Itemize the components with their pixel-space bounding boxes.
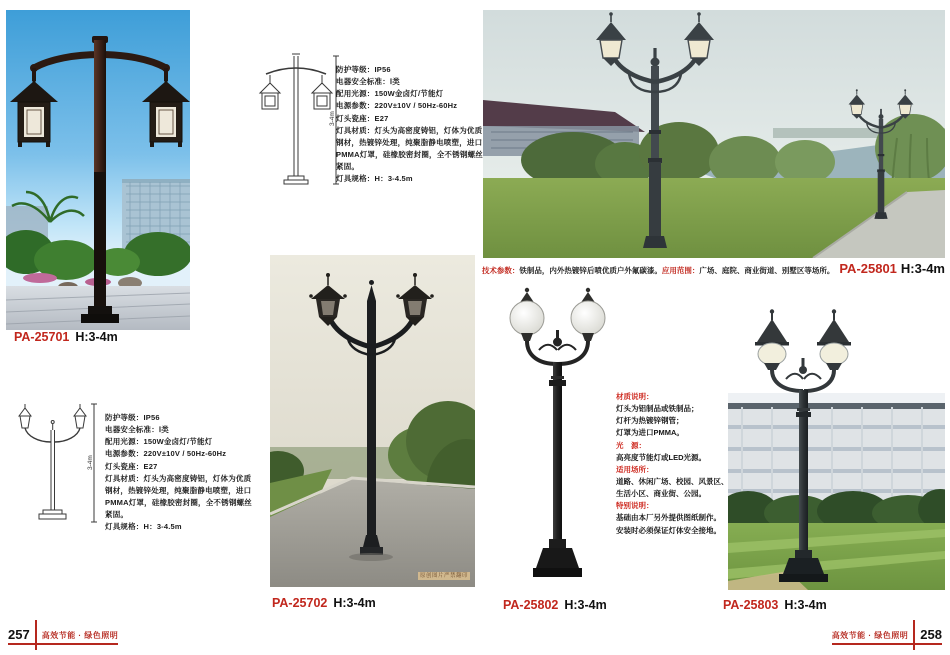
application-text: 广场、庭院、商业街道、别墅区等场所。	[699, 266, 835, 275]
spec-line: 电器安全标准：Ⅰ类	[336, 77, 401, 87]
spec-line: 灯具材质：灯头为高密度铸铝，灯体为优质钢材，热镀锌处理，纯聚脂静电喷塑，进口PMMA灯罩，硅橡胶密封圈，全不锈钢螺丝紧固。	[336, 125, 483, 172]
page-number: 258	[920, 627, 942, 642]
technical-drawing-2	[10, 396, 102, 532]
pa-25801-scene	[483, 10, 945, 258]
lantern-left	[755, 309, 789, 370]
spec-block-2	[105, 412, 252, 533]
technical-drawing-1	[256, 36, 340, 194]
note-line: 生活小区、商业街、公园。	[616, 489, 706, 499]
dimension-label: 3-4m	[329, 111, 336, 126]
spec-line: 灯具规格：H：3-4.5m	[336, 174, 413, 184]
tech-params-text: 铁制品，内外热镀锌后喷优质户外氟碳漆。	[519, 266, 662, 275]
product-code: PA-25702	[272, 596, 328, 610]
globe-right	[571, 288, 605, 341]
footer-slogan: 高效节能 · 绿色照明	[41, 631, 119, 641]
lamp-pa-25803	[742, 306, 864, 592]
spec-line: 灯头瓷座：E27	[105, 461, 158, 471]
tech-params-label: 技术参数：	[481, 266, 520, 275]
footer-left	[8, 627, 118, 645]
photo-watermark: 原创图片严禁翻印	[419, 572, 468, 579]
spec-line: 防护等级：IP56	[105, 413, 160, 422]
note-line: 灯罩为进口PMMA。	[616, 428, 684, 438]
spec-line: 灯具规格：H：3-4.5m	[105, 522, 182, 532]
spec-line: 防护等级：IP56	[336, 65, 391, 74]
section-title: 材质说明：	[616, 392, 654, 401]
section-title: 适用场所：	[616, 464, 654, 474]
spec-line: 灯具材质：灯头为高密度铸铝，灯体为优质钢材，热镀锌处理，纯聚脂静电喷塑，进口PMMA灯罩，硅橡胶密封圈，全不锈钢螺丝紧固。	[105, 473, 252, 520]
application-label: 应用范围：	[661, 266, 700, 275]
page-number: 257	[8, 627, 30, 642]
product-size: H:3-4m	[75, 330, 118, 344]
spec-line: 电器安全标准：Ⅰ类	[105, 425, 170, 435]
product-size: H:3-4m	[784, 598, 827, 612]
pa-25702-scene	[270, 255, 475, 587]
footer-divider	[913, 620, 915, 650]
product-code: PA-25802	[503, 598, 559, 612]
note-line: 灯杆为热镀锌钢管；	[616, 416, 684, 426]
note-line: 高亮度节能灯或LED光源。	[616, 452, 706, 462]
lantern-right	[817, 309, 851, 370]
spec-line: 配用光源：150W金卤灯/节能灯	[336, 89, 444, 99]
spec-line: 灯头瓷座：E27	[336, 113, 389, 123]
lamp-pa-25802	[495, 282, 623, 590]
product-code: PA-25701	[14, 330, 70, 344]
product-label-pa-25702	[272, 596, 376, 610]
photo-pa-25802	[495, 282, 623, 590]
globe-left	[510, 288, 544, 341]
product-size: H:3-4m	[333, 596, 376, 610]
note-line: 安装时必须保证灯体安全接地。	[616, 525, 721, 535]
dimension-label: 3-4m	[87, 455, 94, 470]
product-code: PA-25803	[723, 598, 779, 612]
photo-pa-25801	[483, 10, 945, 258]
footer-divider	[35, 620, 37, 650]
note-line: 基础由本厂另外提供图纸制作。	[616, 513, 721, 523]
photo-pa-25702	[270, 255, 475, 587]
spec-line: 配用光源：150W金卤灯/节能灯	[105, 437, 213, 447]
note-line: 灯头为铝制品或铁制品；	[616, 404, 699, 414]
spec-line: 电源参数：220V±10V / 50Hz-60Hz	[336, 101, 458, 111]
product-label-pa-25803	[723, 598, 827, 612]
photo-pa-25701	[6, 10, 190, 330]
pa-25801-caption	[481, 261, 945, 276]
product-size: H:3-4m	[564, 598, 607, 612]
footer-right	[832, 627, 942, 645]
material-notes	[616, 391, 742, 537]
spec-line: 电源参数：220V±10V / 50Hz-60Hz	[105, 449, 227, 459]
section-title: 特别说明：	[616, 501, 654, 511]
section-title: 光 源：	[616, 440, 646, 450]
product-label-pa-25701	[14, 330, 118, 344]
pa-25701-scene	[6, 10, 190, 330]
product-label-pa-25802	[503, 598, 607, 612]
footer-slogan: 高效节能 · 绿色照明	[831, 631, 909, 641]
note-line: 道路、休闲广场、校园、风景区、	[616, 476, 729, 486]
product-size: H:3-4m	[900, 261, 945, 276]
spec-block-1	[336, 64, 483, 185]
product-code: PA-25801	[839, 261, 897, 276]
